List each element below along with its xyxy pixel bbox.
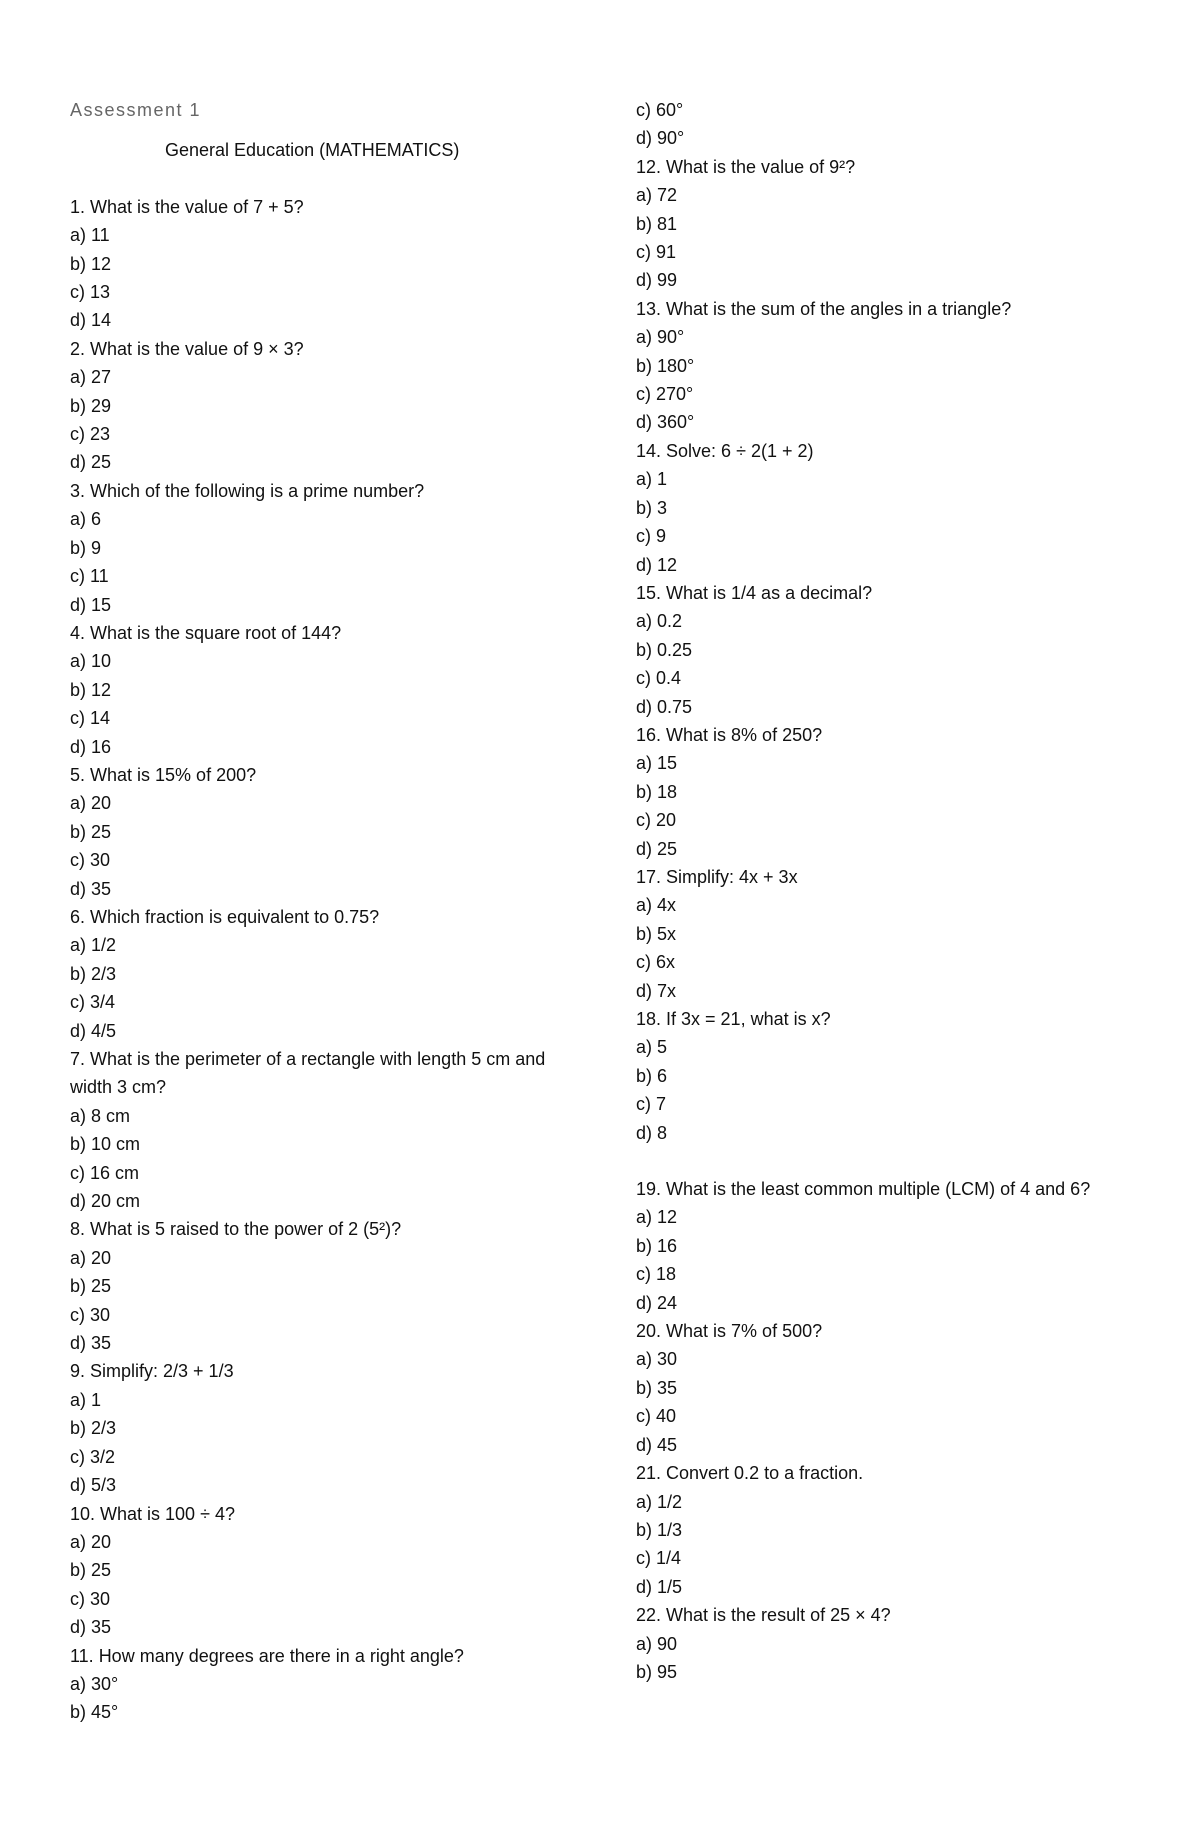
option: d) 45	[636, 1434, 678, 1455]
option: b) 35	[636, 1377, 678, 1398]
option: d) 360°	[636, 412, 695, 433]
option: c) 20	[636, 810, 677, 831]
question-11	[70, 1642, 590, 1727]
question-text: 13. What is the sum of the angles in a triangle?	[636, 298, 1012, 319]
option: b) 12	[70, 679, 112, 700]
option: a) 27	[70, 367, 112, 388]
question-19	[636, 1175, 1156, 1317]
question-text: 1. What is the value of 7 + 5?	[70, 196, 304, 217]
option: d) 15	[70, 594, 112, 615]
left-column	[70, 96, 590, 1727]
question-text: 9. Simplify: 2/3 + 1/3	[70, 1361, 234, 1382]
option: c) 9	[636, 526, 667, 547]
option: a) 5	[636, 1037, 668, 1058]
option: b) 2/3	[70, 1418, 117, 1439]
option: b) 3	[636, 497, 668, 518]
option: d) 8	[636, 1122, 668, 1143]
option: b) 1/3	[636, 1519, 683, 1540]
option: a) 30	[636, 1349, 678, 1370]
option: d) 25	[70, 452, 112, 473]
option: d) 4/5	[70, 1020, 117, 1041]
option: a) 72	[636, 185, 678, 206]
option: c) 3/2	[70, 1446, 116, 1467]
option: c) 16 cm	[70, 1162, 140, 1183]
option: d) 16	[70, 736, 112, 757]
option: a) 30°	[70, 1673, 119, 1694]
option: a) 12	[636, 1207, 678, 1228]
option: c) 13	[70, 282, 111, 303]
option: d) 12	[636, 554, 678, 575]
option: a) 1/2	[636, 1491, 683, 1512]
option: d) 35	[70, 1333, 112, 1354]
question-text: 17. Simplify: 4x + 3x	[636, 866, 798, 887]
option: d) 90°	[636, 128, 685, 149]
question-20	[636, 1317, 1156, 1459]
option: c) 7	[636, 1094, 667, 1115]
option: b) 0.25	[636, 639, 693, 660]
option: d) 35	[70, 878, 112, 899]
question-text: 5. What is 15% of 200?	[70, 764, 257, 785]
option: a) 0.2	[636, 611, 683, 632]
option: b) 25	[70, 821, 112, 842]
option: a) 10	[70, 651, 112, 672]
question-13	[636, 295, 1156, 437]
option: c) 40	[636, 1406, 677, 1427]
option: c) 30	[70, 1588, 111, 1609]
question-text: 7. What is the perimeter of a rectangle with length 5 cm and width 3 cm?	[70, 1049, 546, 1098]
question-4	[70, 619, 590, 761]
option: b) 25	[70, 1276, 112, 1297]
option: b) 10 cm	[70, 1134, 141, 1155]
option: d) 7x	[636, 980, 677, 1001]
option: d) 24	[636, 1292, 678, 1313]
question-2	[70, 335, 590, 477]
option: b) 16	[636, 1235, 678, 1256]
option: c) 30	[70, 850, 111, 871]
option: a) 6	[70, 509, 102, 530]
option: b) 5x	[636, 923, 677, 944]
option: c) 14	[70, 708, 111, 729]
option: b) 9	[70, 537, 102, 558]
question-12	[636, 153, 1156, 295]
question-15	[636, 579, 1156, 721]
option: b) 81	[636, 213, 678, 234]
question-text: 3. Which of the following is a prime number?	[70, 480, 425, 501]
question-18	[636, 1005, 1156, 1147]
option: b) 45°	[70, 1702, 119, 1723]
option: d) 14	[70, 310, 112, 331]
question-6	[70, 903, 590, 1045]
option: a) 1	[70, 1389, 102, 1410]
option: c) 23	[70, 424, 111, 445]
blank-line	[636, 1147, 1156, 1175]
right-column	[636, 96, 1156, 1686]
question-text: 4. What is the square root of 144?	[70, 622, 342, 643]
question-text: 19. What is the least common multiple (LCM) of 4 and 6?	[636, 1179, 1091, 1200]
question-text: 8. What is 5 raised to the power of 2 (5²)?	[70, 1219, 402, 1240]
option: b) 180°	[636, 355, 695, 376]
question-text: 20. What is 7% of 500?	[636, 1321, 823, 1342]
option: d) 20 cm	[70, 1191, 141, 1212]
question-text: 2. What is the value of 9 × 3?	[70, 338, 304, 359]
assessment-title: Assessment 1	[70, 100, 202, 120]
option: c) 0.4	[636, 668, 682, 689]
question-16	[636, 721, 1156, 863]
option: b) 2/3	[70, 963, 117, 984]
question-8	[70, 1215, 590, 1357]
option: a) 15	[636, 753, 678, 774]
option: d) 1/5	[636, 1576, 683, 1597]
option: d) 99	[636, 270, 678, 291]
option: c) 30	[70, 1304, 111, 1325]
question-text: 15. What is 1/4 as a decimal?	[636, 582, 873, 603]
option: d) 0.75	[636, 696, 693, 717]
option: d) 25	[636, 838, 678, 859]
question-5	[70, 761, 590, 903]
option: b) 6	[636, 1065, 668, 1086]
question-17	[636, 863, 1156, 1005]
option: c) 60°	[636, 100, 684, 120]
option: a) 1/2	[70, 935, 117, 956]
question-22	[636, 1601, 1156, 1686]
option: a) 8 cm	[70, 1105, 131, 1126]
option: a) 20	[70, 1531, 112, 1552]
option: d) 35	[70, 1617, 112, 1638]
option: a) 4x	[636, 895, 677, 916]
option: b) 18	[636, 781, 678, 802]
option: a) 11	[70, 225, 110, 246]
option: c) 6x	[636, 952, 676, 973]
option: a) 90	[636, 1633, 678, 1654]
question-text: 6. Which fraction is equivalent to 0.75?	[70, 906, 380, 927]
option: b) 29	[70, 395, 112, 416]
question-text: 16. What is 8% of 250?	[636, 724, 823, 745]
question-text: 14. Solve: 6 ÷ 2(1 + 2)	[636, 440, 814, 461]
question-21	[636, 1459, 1156, 1601]
question-text: 12. What is the value of 9²?	[636, 156, 856, 177]
option: b) 25	[70, 1560, 112, 1581]
question-1	[70, 193, 590, 335]
question-9	[70, 1357, 590, 1499]
option: b) 95	[636, 1661, 678, 1682]
question-text: 11. How many degrees are there in a right angle?	[70, 1645, 464, 1666]
option: d) 5/3	[70, 1475, 117, 1496]
option: a) 1	[636, 469, 668, 490]
question-10	[70, 1500, 590, 1642]
option: a) 20	[70, 1247, 112, 1268]
option: c) 11	[70, 566, 109, 587]
question-3	[70, 477, 590, 619]
option: c) 3/4	[70, 992, 116, 1013]
question-text: 21. Convert 0.2 to a fraction.	[636, 1463, 864, 1484]
subject-heading: General Education (MATHEMATICS)	[165, 140, 460, 161]
option: c) 91	[636, 242, 677, 263]
question-text: 18. If 3x = 21, what is x?	[636, 1009, 831, 1029]
question-14	[636, 437, 1156, 579]
option: c) 18	[636, 1264, 677, 1285]
option: a) 20	[70, 793, 112, 814]
option: c) 270°	[636, 384, 694, 405]
option: a) 90°	[636, 327, 685, 348]
question-text: 10. What is 100 ÷ 4?	[70, 1503, 235, 1524]
question-7	[70, 1045, 590, 1215]
question-text: 22. What is the result of 25 × 4?	[636, 1605, 891, 1626]
option: b) 12	[70, 253, 112, 274]
option: c) 1/4	[636, 1548, 682, 1569]
